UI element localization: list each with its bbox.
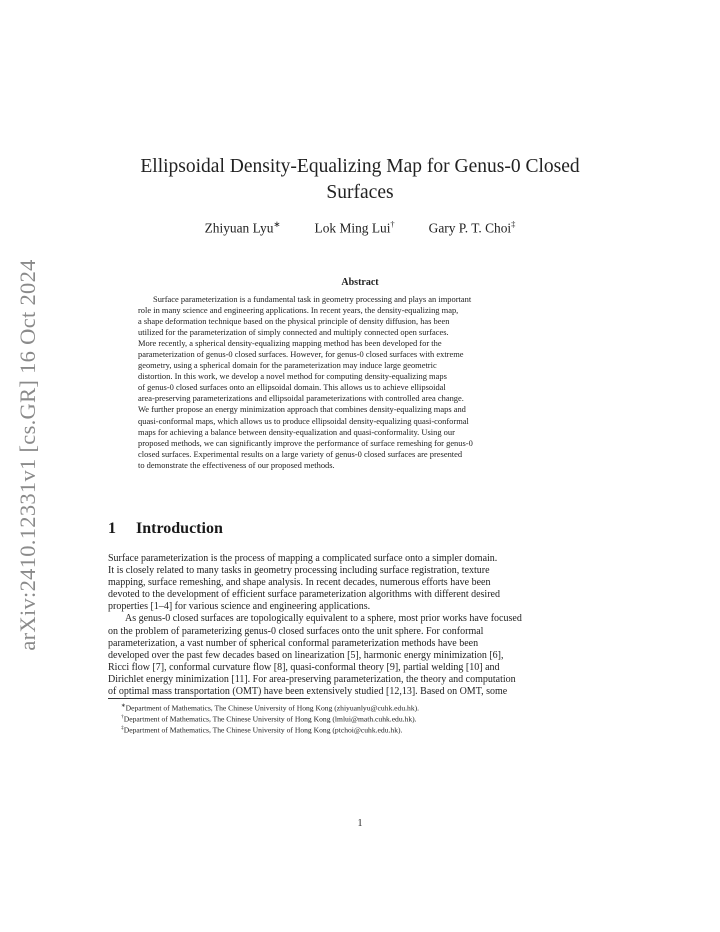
abstract-line: More recently, a spherical density-equalizing mapping method has been developed for the [138, 338, 442, 349]
abstract-line: maps for achieving a balance between density-equalization and quasi-conformality. Using our [138, 426, 455, 437]
abstract-text [138, 294, 584, 471]
abstract-line: quasi-conformal maps, which allows us to produce ellipsoidal density-equalizing quasi-conformal [138, 415, 469, 426]
author-mark: † [390, 219, 395, 229]
footnote-text: Department of Mathematics, The Chinese University of Hong Kong (lmlui@math.cuhk.edu.hk). [123, 714, 417, 724]
intro-line: devoted to the development of efficient surface parameterization algorithms with different desired [108, 589, 500, 601]
section-number: 1 [108, 520, 116, 537]
abstract-line: area-preserving parameterizations and ellipsoidal parameterizations with controlled area change. [138, 393, 464, 404]
intro-line: parameterization, a vast number of spherical conformal parameterization methods have been [108, 637, 479, 649]
abstract-line: to demonstrate the effectiveness of our proposed methods. [138, 459, 335, 470]
footnote [108, 702, 612, 713]
arxiv-stamp[interactable]: arXiv:2410.12331v1 [cs.GR] 16 Oct 2024 [15, 259, 40, 651]
author-mark: ‡ [511, 219, 516, 229]
footnote-divider [108, 698, 310, 699]
abstract-line: parameterization of genus-0 closed surfaces. However, for genus-0 closed surfaces with extreme [138, 349, 464, 360]
author-list [108, 219, 612, 236]
intro-text [108, 553, 612, 698]
author-name: Zhiyuan Lyu [204, 220, 274, 236]
abstract-line: of genus-0 closed surfaces onto an ellipsoidal domain. This allows us to achieve ellipsoidal [138, 382, 446, 393]
abstract-line: Surface parameterization is a fundamental task in geometry processing and plays an important [153, 294, 472, 304]
abstract-line: utilized for the parameterization of simply connected and multiply connected open surfaces. [138, 327, 449, 338]
abstract-line: proposed methods, we can significantly improve the performance of surface remeshing for genus-0 [138, 437, 473, 448]
author [315, 219, 395, 236]
footnote-text: Department of Mathematics, The Chinese University of Hong Kong (zhiyuanlyu@cuhk.edu.hk). [125, 703, 420, 713]
intro-line: Dirichlet energy minimization [11]. For area-preserving parameterization, the theory and computation [108, 673, 516, 685]
abstract-line: geometry, using a spherical domain for the parameterization may induce large geometric [138, 360, 437, 371]
paper-title [108, 154, 612, 206]
intro-line: properties [1–4] for various science and engineering applications. [108, 601, 371, 613]
intro-line: As genus-0 closed surfaces are topologically equivalent to a sphere, most prior works have focused [125, 613, 522, 625]
abstract-line: distortion. In this work, we develop a novel method for computing density-equalizing maps [138, 371, 447, 382]
author [205, 219, 281, 236]
footnote-mark: ∗ [121, 703, 126, 709]
author [429, 219, 516, 236]
intro-line: of optimal mass transportation (OMT) have been extensively studied [12,13]. Based on OMT, some [108, 686, 508, 698]
intro-line: mapping, surface remeshing, and shape analysis. In recent decades, numerous efforts have been [108, 577, 491, 589]
section-title: Introduction [136, 520, 223, 537]
author-mark: ∗ [273, 219, 281, 229]
title-line: Surfaces [326, 182, 394, 203]
footnote-text: Department of Mathematics, The Chinese University of Hong Kong (ptchoi@cuhk.edu.hk). [123, 725, 403, 735]
intro-line: It is closely related to many tasks in geometry processing including surface registration, texture [108, 565, 490, 577]
intro-line: on the problem of parameterizing genus-0 closed surfaces onto the unit sphere. For conformal [108, 625, 484, 637]
abstract-line: closed surfaces. Experimental results on a large variety of genus-0 closed surfaces are presented [138, 448, 463, 459]
abstract-line: a shape deformation technique based on the physical principle of density diffusion, has been [138, 316, 450, 327]
abstract-line: We further propose an energy minimization approach that combines density-equalizing maps and [138, 404, 466, 415]
section-heading [108, 520, 223, 538]
title-line: Ellipsoidal Density-Equalizing Map for Genus-0 Closed [140, 156, 580, 177]
intro-line: Ricci flow [7], conformal curvature flow [8], quasi-conformal theory [9], partial welding [10] and [108, 661, 500, 673]
intro-line: developed over the past few decades based on linearization [5], harmonic energy minimization [6], [108, 649, 504, 661]
author-name: Gary P. T. Choi [428, 220, 512, 236]
page-number: 1 [357, 818, 363, 829]
footnote [108, 724, 612, 735]
footnote-mark: † [121, 713, 124, 720]
intro-line: Surface parameterization is the process of mapping a complicated surface onto a simpler domain. [108, 553, 498, 564]
footnotes [108, 702, 612, 735]
author-name: Lok Ming Lui [314, 220, 391, 236]
abstract-line: role in many science and engineering applications. In recent years, the density-equalizing map, [138, 305, 459, 316]
footnote-mark: ‡ [121, 724, 124, 731]
footnote [108, 713, 612, 724]
abstract-heading: Abstract [341, 277, 379, 288]
